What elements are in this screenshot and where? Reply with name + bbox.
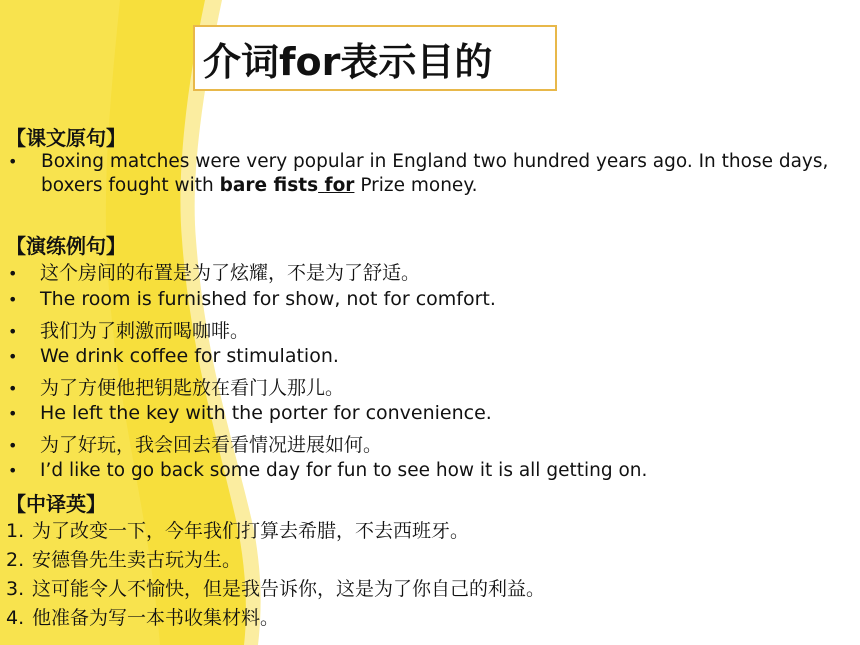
practice-item [8, 402, 492, 424]
practice-item-text: We drink coffee for stimulation. [40, 345, 339, 367]
translate-item-text: 为了改变一下，今年我们打算去希腊，不去西班牙。 [32, 520, 470, 542]
heading-translate: 【中译英】 [6, 492, 106, 516]
translate-item-number: 1. [6, 520, 25, 542]
practice-item-text: I’d like to go back some day for fun to see how it is all getting on. [40, 460, 648, 481]
heading-practice: 【演练例句】 [6, 234, 126, 258]
original-bold-phrase: bare fists [219, 175, 319, 196]
page-title: 介词for表示目的 [203, 39, 493, 84]
bullet-symbol: • [8, 290, 18, 309]
original-line-1: Boxing matches were very popular in England two hundred years ago. In those days, [41, 151, 829, 172]
original-line-2-pre: boxers fought with [41, 175, 220, 196]
original-line-2 [41, 175, 478, 196]
practice-item [8, 373, 344, 400]
practice-item [8, 288, 496, 310]
practice-item [8, 460, 647, 481]
heading-original-sentence: 【课文原句】 [6, 126, 126, 150]
original-line-2-post: Prize money. [354, 175, 478, 196]
translate-item-number: 4. [6, 607, 25, 629]
bullet-symbol: • [8, 404, 18, 423]
bullet-symbol: • [8, 322, 18, 341]
practice-item-text: 我们为了刺激而喝咖啡。 [40, 320, 250, 342]
practice-item [8, 258, 420, 285]
original-bold-for: for [324, 175, 355, 196]
title-box [193, 25, 557, 91]
translate-item [6, 516, 469, 543]
practice-item-text: 为了好玩，我会回去看看情况进展如何。 [40, 434, 383, 456]
practice-item-text: 为了方便他把钥匙放在看门人那儿。 [40, 377, 345, 399]
bullet-symbol: • [8, 347, 18, 366]
translate-item-text: 这可能令人不愉快，但是我告诉你，这是为了你自己的利益。 [32, 578, 546, 600]
practice-item [8, 316, 249, 343]
practice-item-text: He left the key with the porter for convenience. [40, 402, 492, 424]
translate-item [6, 603, 279, 630]
practice-item-text: 这个房间的布置是为了炫耀，不是为了舒适。 [40, 262, 421, 284]
practice-item [8, 430, 382, 457]
bullet-symbol: • [8, 436, 18, 455]
bullet-symbol: • [8, 379, 18, 398]
original-bullet [8, 152, 40, 171]
translate-item-number: 2. [6, 549, 25, 571]
bullet-symbol: • [8, 152, 18, 171]
bullet-symbol: • [8, 264, 18, 283]
practice-item-text: The room is furnished for show, not for comfort. [40, 288, 496, 310]
translate-item [6, 545, 241, 572]
practice-item [8, 345, 339, 367]
bullet-symbol: • [8, 461, 18, 480]
translate-item [6, 574, 545, 601]
translate-item-text: 他准备为写一本书收集材料。 [32, 607, 280, 629]
translate-item-number: 3. [6, 578, 25, 600]
translate-item-text: 安德鲁先生卖古玩为生。 [32, 549, 242, 571]
